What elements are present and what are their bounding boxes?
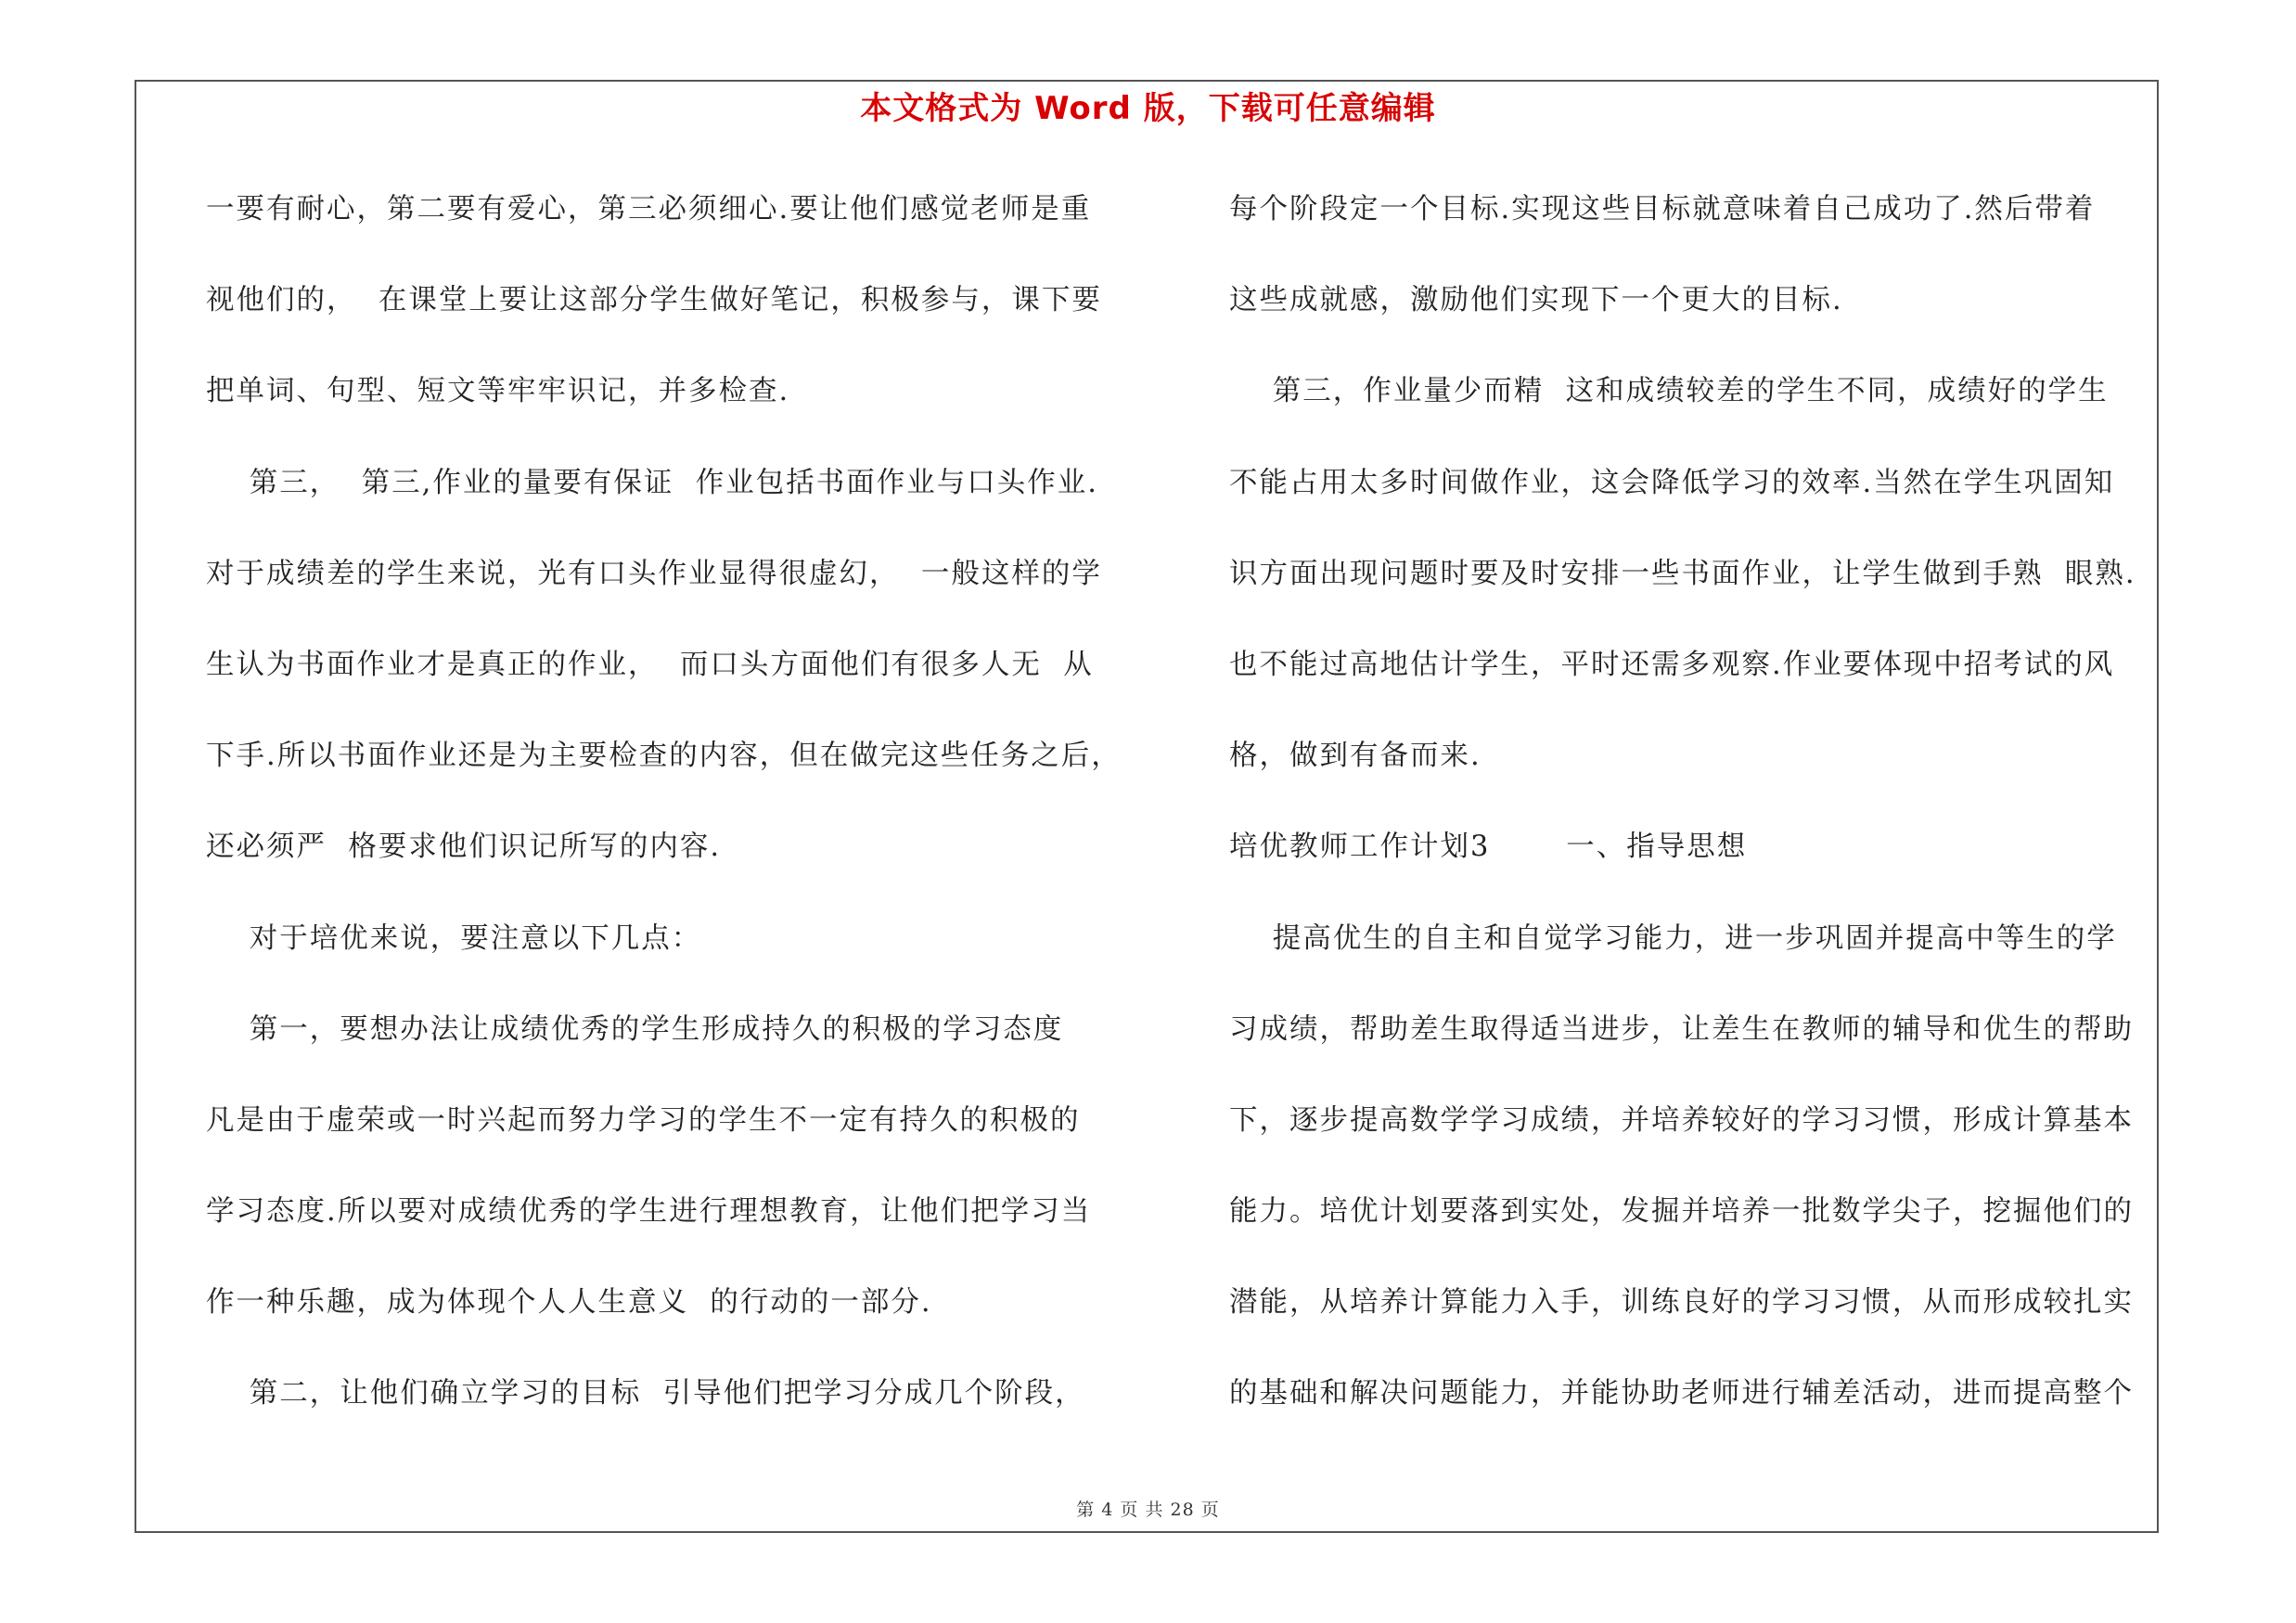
text-line: 作一种乐趣，成为体现个人人生意义 的行动的一部分.	[206, 1286, 932, 1320]
section-heading: 培优教师工作计划3 一、指导思想	[1229, 831, 1748, 864]
text-line: 提高优生的自主和自觉学习能力，进一步巩固并提高中等生的学	[1229, 921, 2117, 955]
format-banner: 本文格式为 Word 版，下载可任意编辑	[860, 90, 1436, 127]
text-line: 第二，让他们确立学习的目标 引导他们把学习分成几个阶段，	[206, 1377, 1085, 1410]
text-line: 把单词、句型、短文等牢牢识记，并多检查.	[206, 375, 790, 408]
text-line: 这些成就感，激励他们实现下一个更大的目标.	[1229, 284, 1843, 317]
text-line: 第三， 第三,作业的量要有保证 作业包括书面作业与口头作业.	[206, 466, 1098, 499]
text-line: 凡是由于虚荣或一时兴起而努力学习的学生不一定有持久的积极的	[206, 1103, 1081, 1137]
left-column	[206, 182, 1152, 1458]
text-line: 一要有耐心，第二要有爱心，第三必须细心.要让他们感觉老师是重	[206, 193, 1092, 225]
text-line: 对于培优来说，要注意以下几点：	[206, 921, 702, 955]
text-line: 每个阶段定一个目标.实现这些目标就意味着自己成功了.然后带着	[1229, 193, 2096, 225]
text-line: 学习态度.所以要对成绩优秀的学生进行理想教育，让他们把学习当	[206, 1195, 1092, 1229]
text-line: 下，逐步提高数学学习成绩，并培养较好的学习习惯，形成计算基本	[1229, 1103, 2134, 1137]
text-line: 习成绩，帮助差生取得适当进步，让差生在教师的辅导和优生的帮助	[1229, 1012, 2134, 1046]
text-line: 对于成绩差的学生来说，光有口头作业显得很虚幻， 一般这样的学	[206, 557, 1102, 590]
text-line: 识方面出现问题时要及时安排一些书面作业，让学生做到手熟 眼熟.	[1229, 557, 2136, 590]
text-line: 不能占用太多时间做作业，这会降低学习的效率.当然在学生巩固知	[1229, 466, 2115, 499]
text-line: 视他们的， 在课堂上要让这部分学生做好笔记，积极参与，课下要	[206, 284, 1102, 317]
text-line: 还必须严 格要求他们识记所写的内容.	[206, 831, 722, 864]
text-line: 的基础和解决问题能力，并能协助老师进行辅差活动，进而提高整个	[1229, 1377, 2134, 1410]
text-line: 能力。培优计划要落到实处，发掘并培养一批数学尖子，挖掘他们的	[1229, 1195, 2134, 1229]
text-line: 格，做到有备而来.	[1229, 740, 1481, 773]
text-line: 第三，作业量少而精 这和成绩较差的学生不同，成绩好的学生	[1229, 375, 2109, 408]
text-line: 也不能过高地估计学生，平时还需多观察.作业要体现中招考试的风	[1229, 648, 2115, 681]
text-line: 下手.所以书面作业还是为主要检查的内容，但在做完这些任务之后，	[206, 740, 1122, 773]
text-line: 潜能，从培养计算能力入手，训练良好的学习习惯，从而形成较扎实	[1229, 1286, 2134, 1320]
text-line: 第一，要想办法让成绩优秀的学生形成持久的积极的学习态度	[206, 1012, 1064, 1046]
text-line: 生认为书面作业才是真正的作业， 而口头方面他们有很多人无 从	[206, 648, 1094, 681]
right-column	[1229, 182, 2161, 1458]
page-number: 第 4 页 共 28 页	[1076, 1500, 1220, 1520]
